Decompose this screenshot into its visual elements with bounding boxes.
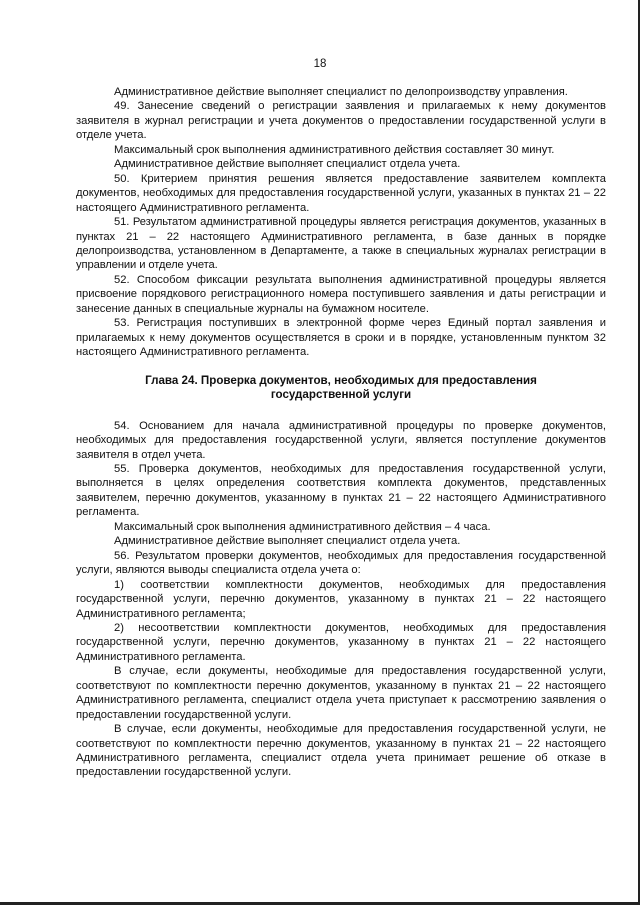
paragraph-50: 50. Критерием принятия решения является предоставление заявителем комплекта документов, необходимых для предоставления государственной услуги, указанных в пунктах 21 – 22 настоящего Административного регламента. (76, 172, 606, 214)
list-item-1: 1) соответствии комплектности документов, необходимых для предоставления государственной услуги, перечню документов, указанному в пунктах 21 – 22 настоящего Административного регламента; (76, 578, 606, 620)
paragraph: Административное действие выполняет специалист по делопроизводству управления. (114, 86, 568, 98)
paragraph-52: 52. Способом фиксации результата выполнения административной процедуры является присвоение порядкового регистрационного номера поступившего заявления и даты регистрации и занесение данных в специальные журналы на бумажном носителе. (76, 273, 606, 315)
chapter-heading: Глава 24. Проверка документов, необходимых для предоставления государственной услуги (145, 373, 537, 402)
paragraph: Административное действие выполняет специалист отдела учета. (114, 535, 461, 548)
paragraph-51: 51. Результатом административной процедуры является регистрация документов, указанных в пунктах 21 – 22 настоящего Административного регламента, в базе данных в порядке делопроизводства, установленном в Департаменте, а также в специальных журналах регистрации в управлении и отделе учета. (76, 216, 606, 272)
paragraph-55: 55. Проверка документов, необходимых для предоставления государственной услуги, выполняется в целях определения соответствия комплекта документов, представленных заявителем, перечню документов, указанному в пунктах 21 – 22 настоящего Административного регламента. (76, 462, 606, 519)
page-number: 18 (313, 58, 327, 70)
paragraph: В случае, если документы, необходимые для предоставления государственной услуги, не соответствуют по комплектности перечню документов, указанному в пунктах 21 – 22 настоящего Административного регламента, специалист отдела учета принимает решение об отказе в предоставлении государственной услуги. (76, 723, 606, 779)
paragraph-53: 53. Регистрация поступивших в электронной форме через Единый портал заявления и прилагаемых к нему документов осуществляется в сроки и в порядке, установленным пунктом 32 настоящего Административного регламента. (76, 317, 606, 359)
list-item-2: 2) несоответствии комплектности документов, необходимых для предоставления государственной услуги, перечню документов, указанному в пунктах 21 – 22 настоящего Административного регламента. (76, 621, 606, 663)
paragraph-49: 49. Занесение сведений о регистрации заявления и прилагаемых к нему документов заявителя в журнал регистрации и учета документов о предоставлении государственной услуги в отделе учета. (76, 100, 606, 142)
paragraph: Административное действие выполняет специалист отдела учета. (114, 158, 461, 171)
paragraph: Максимальный срок выполнения административного действия составляет 30 минут. (114, 143, 555, 156)
paragraph: Максимальный срок выполнения административного действия – 4 часа. (114, 520, 491, 533)
document-body (76, 85, 606, 780)
paragraph-54: 54. Основанием для начала административной процедуры по проверке документов, необходимых для предоставления государственной услуги, является поступление документов заявителя в отдел учета. (76, 419, 606, 461)
paragraph-56: 56. Результатом проверки документов, необходимых для предоставления государственной услуги, являются выводы специалиста отдела учета о: (76, 549, 606, 577)
paragraph: В случае, если документы, необходимые для предоставления государственной услуги, соответствуют по комплектности перечню документов, указанному в пунктах 21 – 22 настоящего Административного регламента, специалист отдела учета приступает к рассмотрению заявления о предоставлении государственной услуги. (76, 665, 606, 721)
